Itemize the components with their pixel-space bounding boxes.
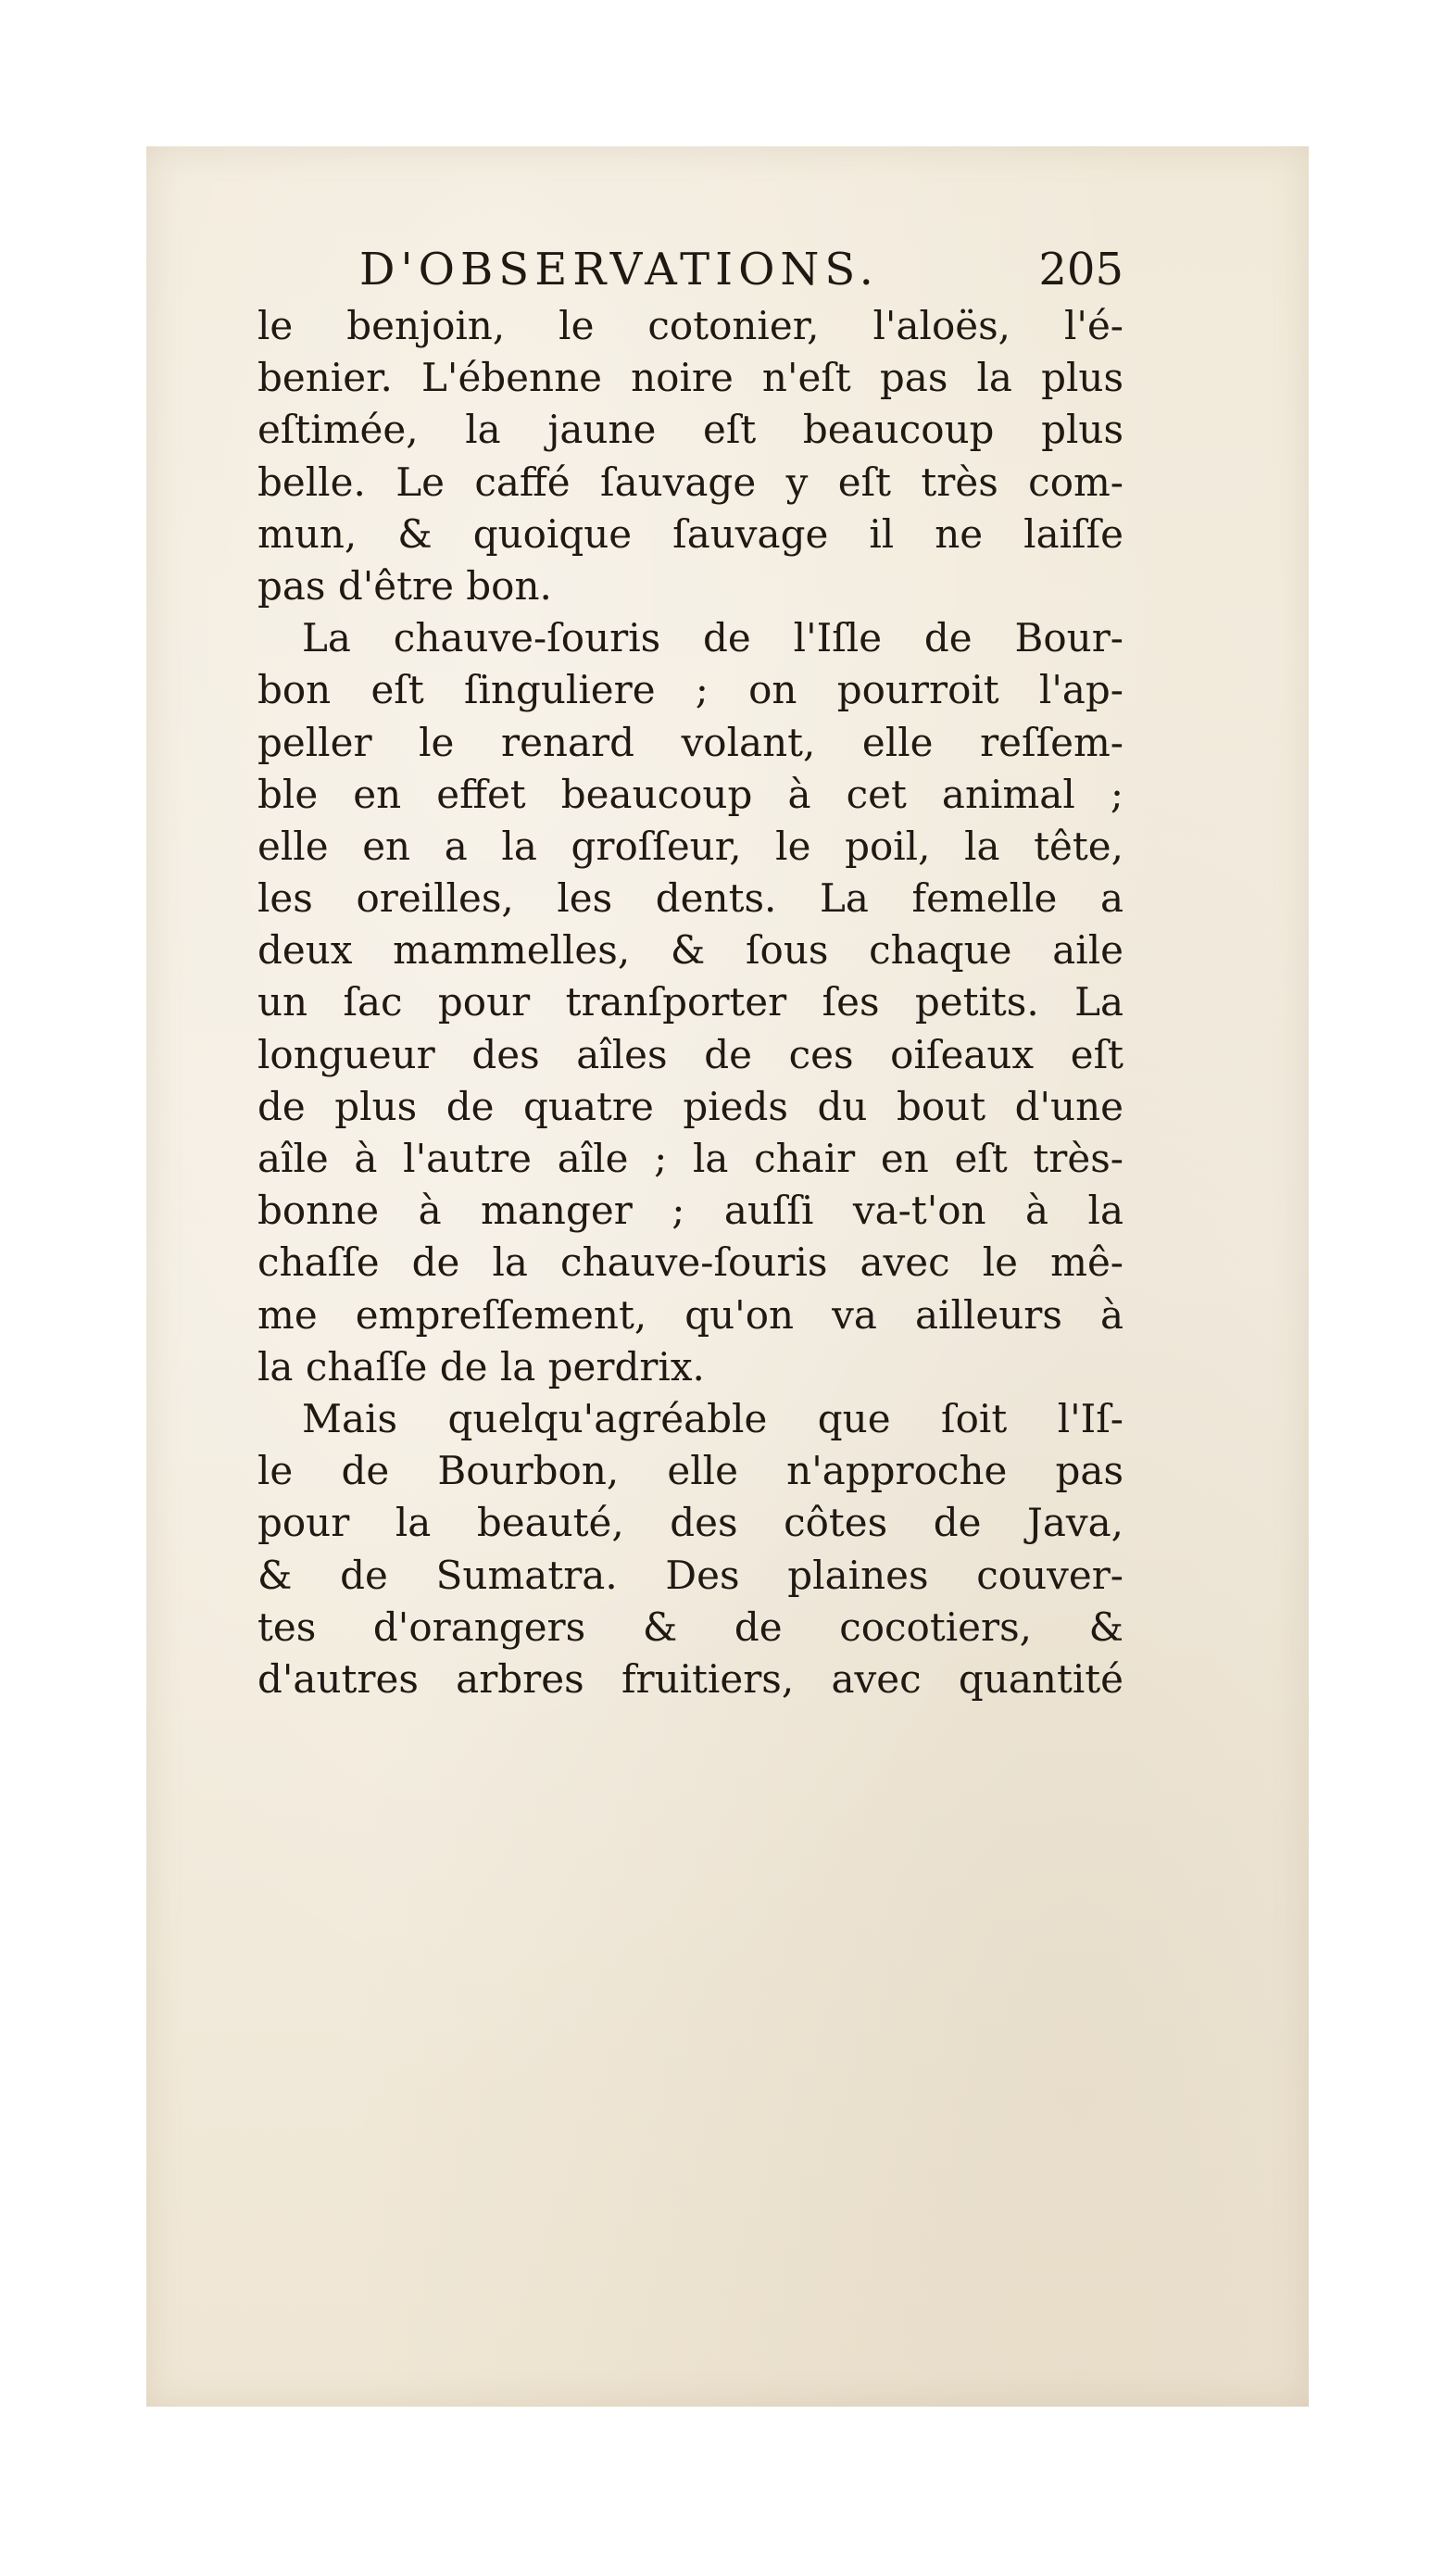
running-head-title: D'OBSERVATIONS. [359, 244, 879, 296]
text-line: benier. L'ébenne noire n'eſt pas la plus [257, 355, 1123, 401]
page-text [257, 239, 1123, 1705]
text-line: & de Sumatra. Des plaines couver- [257, 1552, 1123, 1598]
text-line: belle. Le caffé ſauvage y eſt très com- [257, 459, 1123, 505]
text-line: longueur des aîles de ces oiſeaux eſt [257, 1031, 1123, 1077]
text-line: les oreilles, les dents. La femelle a [257, 875, 1123, 922]
book-page [146, 146, 1309, 2407]
text-line: bonne à manger ; auſſi va-t'on à la [257, 1188, 1123, 1234]
text-line: le benjoin, le cotonier, l'aloës, l'é- [257, 303, 1123, 348]
text-line: chaſſe de la chauve-ſouris avec le mê- [257, 1239, 1123, 1286]
text-line: pour la beauté, des côtes de Java, [257, 1500, 1123, 1546]
text-line: elle en a la groſſeur, le poil, la tête, [257, 823, 1123, 869]
running-head [257, 239, 1123, 300]
text-line: aîle à l'autre aîle ; la chair en eſt très- [257, 1136, 1123, 1181]
text-line: La chauve-ſouris de l'Iſle de Bour- [302, 615, 1123, 661]
text-line: la chaſſe de la perdrix. [257, 1343, 705, 1390]
paragraph-2 [257, 612, 1123, 1393]
text-line: d'autres arbres fruitiers, avec quantité [257, 1655, 1123, 1702]
text-line: peller le renard volant, elle reſſem- [257, 719, 1123, 765]
text-line: bon eſt ſinguliere ; on pourroit l'ap- [257, 667, 1123, 713]
page-number: 205 [1038, 244, 1123, 296]
text-line: eſtimée, la jaune eſt beaucoup plus [257, 407, 1123, 453]
paragraph-3 [257, 1393, 1123, 1705]
text-line: de plus de quatre pieds du bout d'une [257, 1083, 1123, 1129]
text-line: Mais quelqu'agréable que ſoit l'Iſ- [302, 1395, 1123, 1441]
text-line: tes d'orangers & de cocotiers, & [257, 1603, 1123, 1650]
text-line: un ſac pour tranſporter ſes petits. La [257, 979, 1123, 1025]
text-line: deux mammelles, & ſous chaque aile [257, 927, 1123, 974]
text-line: mun, & quoique ſauvage il ne laiſſe [257, 510, 1123, 557]
text-line: le de Bourbon, elle n'approche pas [257, 1448, 1123, 1494]
text-line: pas d'être bon. [257, 562, 552, 609]
text-line: me empreſſement, qu'on va ailleurs à [257, 1291, 1123, 1338]
text-line: ble en effet beaucoup à cet animal ; [257, 771, 1123, 817]
paragraph-1 [257, 300, 1123, 612]
